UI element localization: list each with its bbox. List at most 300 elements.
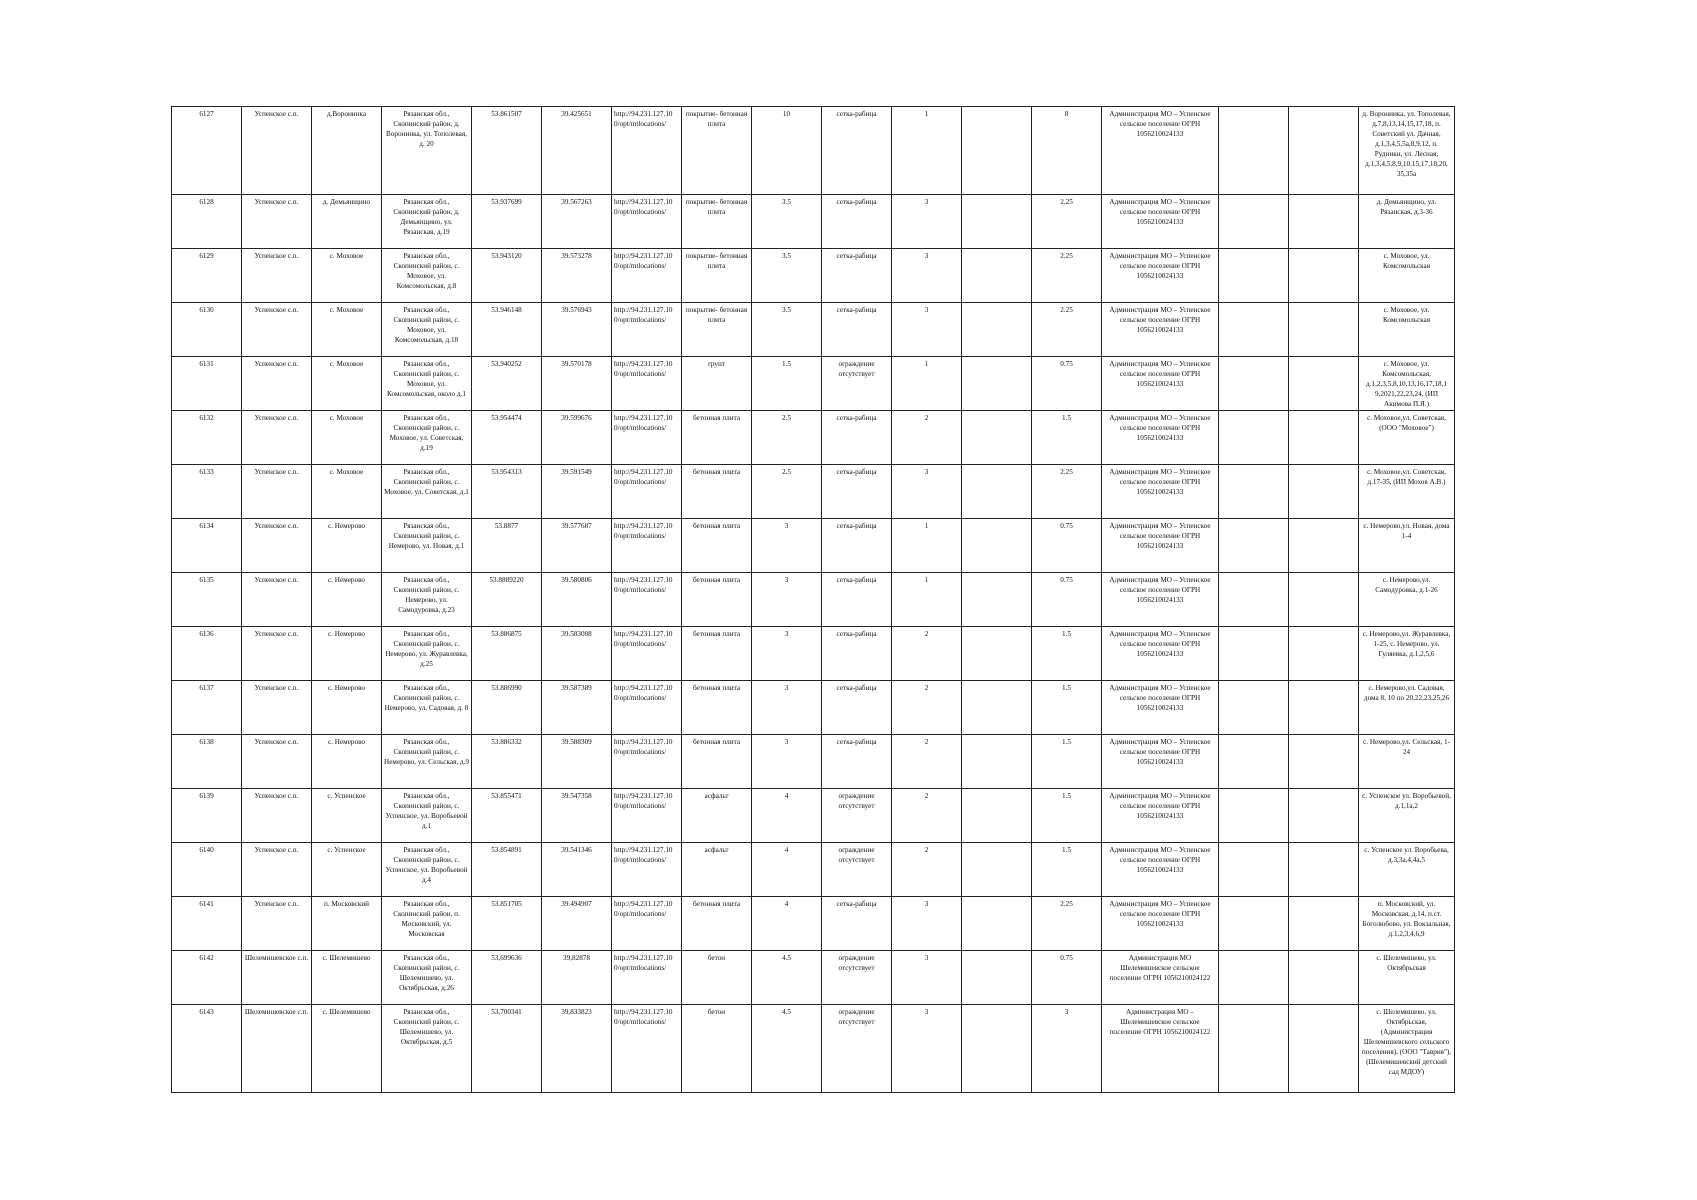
cell-owner: Администрация МО – Успенское сельское поселение ОГРН 1056210024133 — [1102, 735, 1219, 789]
cell-settlement: Успенское с.п. — [242, 249, 312, 303]
cell-sources: с. Успенское ул. Воробьевой, д.1,1а,2 — [1359, 789, 1455, 843]
cell-owner: Администрация МО – Успенское сельское поселение ОГРН 1056210024133 — [1102, 465, 1219, 519]
cell-sources: с. Немерово,ул. Самодуровка, д.1-26 — [1359, 573, 1455, 627]
cell-locality: с. Шелемишево — [312, 951, 382, 1005]
cell-surface: асфальт — [682, 789, 752, 843]
cell-settlement: Успенское с.п. — [242, 843, 312, 897]
cell-volume: 2.25 — [1032, 897, 1102, 951]
waste-sites-table-page — [171, 106, 1455, 1093]
cell-containers: 2 — [892, 843, 962, 897]
cell-owner: Администрация МО – Успенское сельское поселение ОГРН 1056210024133 — [1102, 681, 1219, 735]
cell-url: http://94.231.127.10 0/opt/mtlocations/ — [612, 951, 682, 1005]
cell-no: 6139 — [172, 789, 242, 843]
cell-c12 — [962, 627, 1032, 681]
cell-no: 6131 — [172, 357, 242, 411]
cell-c12 — [962, 411, 1032, 465]
cell-containers: 3 — [892, 195, 962, 249]
cell-address: Рязанская обл., Скопинский район, д. Воронинка, ул. Тополевая, д. 20 — [382, 107, 472, 195]
cell-surface: покрытие- бетонная плита — [682, 107, 752, 195]
table-row — [172, 107, 1455, 195]
cell-c15 — [1219, 465, 1289, 519]
cell-url: http://94.231.127.10 0/opt/mtlocations/ — [612, 249, 682, 303]
cell-area: 4 — [752, 843, 822, 897]
cell-c15 — [1219, 411, 1289, 465]
cell-url: http://94.231.127.10 0/opt/mtlocations/ — [612, 107, 682, 195]
cell-area: 4.5 — [752, 951, 822, 1005]
cell-c12 — [962, 789, 1032, 843]
cell-no: 6127 — [172, 107, 242, 195]
cell-address: Рязанская обл., Скопинский район, с. Немерово, ул. Сельская, д.9 — [382, 735, 472, 789]
cell-sources: с. Моховое, ул. Комсомольская — [1359, 249, 1455, 303]
cell-c15 — [1219, 303, 1289, 357]
cell-volume: 1.5 — [1032, 627, 1102, 681]
cell-url: http://94.231.127.10 0/opt/mtlocations/ — [612, 411, 682, 465]
cell-owner: Администрация МО – Успенское сельское поселение ОГРН 1056210024133 — [1102, 195, 1219, 249]
cell-lat: 53,699636 — [472, 951, 542, 1005]
cell-volume: 2.25 — [1032, 249, 1102, 303]
cell-locality: с. Успенское — [312, 789, 382, 843]
cell-c12 — [962, 357, 1032, 411]
table-row — [172, 357, 1455, 411]
cell-containers: 3 — [892, 303, 962, 357]
cell-surface: бетонная плита — [682, 411, 752, 465]
table-row — [172, 465, 1455, 519]
cell-no: 6132 — [172, 411, 242, 465]
cell-address: Рязанская обл., Скопинский район, с. Моховое, ул. Комсомольская, д.18 — [382, 303, 472, 357]
cell-c12 — [962, 195, 1032, 249]
cell-url: http://94.231.127.10 0/opt/mtlocations/ — [612, 195, 682, 249]
cell-sources: с. Немерово,ул. Журавлевка, 1-25, с. Немерово, ул. Гуляевка, д.1,2,5,6 — [1359, 627, 1455, 681]
cell-c12 — [962, 897, 1032, 951]
cell-c12 — [962, 519, 1032, 573]
cell-c16 — [1289, 897, 1359, 951]
cell-lon: 39.587389 — [542, 681, 612, 735]
cell-volume: 0.75 — [1032, 573, 1102, 627]
cell-url: http://94.231.127.10 0/opt/mtlocations/ — [612, 681, 682, 735]
cell-no: 6141 — [172, 897, 242, 951]
cell-containers: 1 — [892, 107, 962, 195]
cell-fence: сетка-рабица — [822, 735, 892, 789]
cell-c16 — [1289, 519, 1359, 573]
cell-fence: ограждение отсутствует — [822, 357, 892, 411]
cell-volume: 3 — [1032, 1005, 1102, 1093]
cell-locality: с. Моховое — [312, 465, 382, 519]
cell-no: 6138 — [172, 735, 242, 789]
cell-owner: Администрация МО – Успенское сельское поселение ОГРН 1056210024133 — [1102, 249, 1219, 303]
cell-address: Рязанская обл., Скопинский район, с. Немерово, ул. Новая, д.1 — [382, 519, 472, 573]
cell-settlement: Успенское с.п. — [242, 627, 312, 681]
cell-area: 4 — [752, 789, 822, 843]
cell-no: 6142 — [172, 951, 242, 1005]
cell-surface: грунт — [682, 357, 752, 411]
cell-owner: Администрация МО – Успенское сельское поселение ОГРН 1056210024133 — [1102, 627, 1219, 681]
cell-c12 — [962, 1005, 1032, 1093]
cell-address: Рязанская обл., Скопинский район, с. Моховое, ул. Комсомольская, около д.1 — [382, 357, 472, 411]
cell-volume: 2.25 — [1032, 303, 1102, 357]
cell-c12 — [962, 303, 1032, 357]
cell-surface: бетонная плита — [682, 681, 752, 735]
cell-address: Рязанская обл., Скопинский район, с. Моховое, ул. Советская, д.1 — [382, 465, 472, 519]
cell-lat: 53.954474 — [472, 411, 542, 465]
cell-containers: 3 — [892, 1005, 962, 1093]
table-row — [172, 789, 1455, 843]
cell-c15 — [1219, 951, 1289, 1005]
cell-address: Рязанская обл., Скопинский район, с. Немерово, ул. Самодуровка, д.23 — [382, 573, 472, 627]
cell-containers: 2 — [892, 681, 962, 735]
cell-containers: 1 — [892, 519, 962, 573]
cell-containers: 3 — [892, 897, 962, 951]
cell-url: http://94.231.127.10 0/opt/mtlocations/ — [612, 465, 682, 519]
cell-volume: 8 — [1032, 107, 1102, 195]
table-row — [172, 951, 1455, 1005]
cell-area: 3 — [752, 573, 822, 627]
table-row — [172, 843, 1455, 897]
cell-containers: 1 — [892, 573, 962, 627]
cell-c12 — [962, 735, 1032, 789]
cell-volume: 1.5 — [1032, 735, 1102, 789]
cell-no: 6143 — [172, 1005, 242, 1093]
cell-owner: Администрация МО – Успенское сельское поселение ОГРН 1056210024133 — [1102, 843, 1219, 897]
cell-fence: сетка-рабица — [822, 249, 892, 303]
cell-fence: сетка-рабица — [822, 411, 892, 465]
cell-area: 3 — [752, 519, 822, 573]
cell-lat: 53.851705 — [472, 897, 542, 951]
cell-containers: 3 — [892, 465, 962, 519]
cell-lon: 39,82878 — [542, 951, 612, 1005]
cell-c16 — [1289, 357, 1359, 411]
cell-no: 6128 — [172, 195, 242, 249]
cell-owner: Администрация МО – Успенское сельское поселение ОГРН 1056210024133 — [1102, 789, 1219, 843]
cell-volume: 0.75 — [1032, 357, 1102, 411]
cell-c15 — [1219, 357, 1289, 411]
cell-lon: 39,833823 — [542, 1005, 612, 1093]
cell-c15 — [1219, 573, 1289, 627]
cell-owner: Администрация МО – Успенское сельское поселение ОГРН 1056210024133 — [1102, 411, 1219, 465]
cell-area: 1.5 — [752, 357, 822, 411]
cell-fence: сетка-рабица — [822, 627, 892, 681]
cell-owner: Администрация МО – Шелемишевское сельское поселение ОГРН 1056210024122 — [1102, 1005, 1219, 1093]
table-row — [172, 519, 1455, 573]
cell-sources: д. Демьянщино, ул. Рязанская, д.3-36 — [1359, 195, 1455, 249]
cell-lon: 39.591549 — [542, 465, 612, 519]
cell-settlement: Успенское с.п. — [242, 897, 312, 951]
cell-c12 — [962, 107, 1032, 195]
cell-c16 — [1289, 249, 1359, 303]
cell-sources: с. Немерово,ул. Сельская, 1-24 — [1359, 735, 1455, 789]
cell-lat: 53.937699 — [472, 195, 542, 249]
cell-lon: 39.567263 — [542, 195, 612, 249]
cell-c15 — [1219, 519, 1289, 573]
cell-fence: сетка-рабица — [822, 519, 892, 573]
cell-c16 — [1289, 735, 1359, 789]
cell-area: 3 — [752, 627, 822, 681]
cell-settlement: Шелемишевское с.п. — [242, 951, 312, 1005]
cell-locality: д. Демьянщино — [312, 195, 382, 249]
cell-locality: с. Моховое — [312, 303, 382, 357]
cell-c15 — [1219, 107, 1289, 195]
cell-locality: с. Немерово — [312, 735, 382, 789]
cell-c15 — [1219, 843, 1289, 897]
cell-c16 — [1289, 303, 1359, 357]
table-row — [172, 897, 1455, 951]
cell-locality: с. Немерово — [312, 573, 382, 627]
cell-volume: 1.5 — [1032, 681, 1102, 735]
cell-fence: ограждение отсутствует — [822, 843, 892, 897]
cell-settlement: Успенское с.п. — [242, 107, 312, 195]
cell-c16 — [1289, 411, 1359, 465]
cell-address: Рязанская обл., Скопинский район, д. Демьянщино, ул. Рязанская, д.19 — [382, 195, 472, 249]
cell-settlement: Шелемишевское с.п. — [242, 1005, 312, 1093]
cell-url: http://94.231.127.10 0/opt/mtlocations/ — [612, 573, 682, 627]
cell-area: 2.5 — [752, 411, 822, 465]
cell-area: 3.5 — [752, 195, 822, 249]
cell-surface: бетонная плита — [682, 897, 752, 951]
cell-volume: 1.5 — [1032, 411, 1102, 465]
cell-sources: д. Воронинка, ул. Тополевая, д.7,8,13,14,15,17,18, п. Советский ул. Дачная, д.1,3,4,5,5а,8,9,12, п. Рудники, ул. Лесная, д.1,3,4,5,8,9,10,15,17,18,20, 35,35а — [1359, 107, 1455, 195]
cell-c16 — [1289, 465, 1359, 519]
table-row — [172, 303, 1455, 357]
cell-sources: с. Шелемишево, ул. Октябрьская, (Администрация Шелемишевского сельского поселения), (ООО "Таврия"), (Шелемишевский детский сад МДОУ) — [1359, 1005, 1455, 1093]
cell-no: 6135 — [172, 573, 242, 627]
cell-owner: Администрация МО – Успенское сельское поселение ОГРН 1056210024133 — [1102, 303, 1219, 357]
cell-surface: бетонная плита — [682, 735, 752, 789]
cell-surface: бетонная плита — [682, 519, 752, 573]
cell-sources: с. Шелемишево, ул. Октябрьская — [1359, 951, 1455, 1005]
cell-no: 6129 — [172, 249, 242, 303]
cell-surface: покрытие- бетонная плита — [682, 303, 752, 357]
cell-area: 3 — [752, 735, 822, 789]
cell-locality: с. Немерово — [312, 681, 382, 735]
cell-address: Рязанская обл., Скопинский район, с. Шелемишево, ул. Октябрьская, д.26 — [382, 951, 472, 1005]
cell-c15 — [1219, 249, 1289, 303]
cell-settlement: Успенское с.п. — [242, 411, 312, 465]
cell-lat: 53.855471 — [472, 789, 542, 843]
cell-containers: 2 — [892, 411, 962, 465]
cell-lon: 39.494907 — [542, 897, 612, 951]
cell-lat: 53.954313 — [472, 465, 542, 519]
cell-sources: с. Моховое, ул. Комсомольская, д.1,2,3,5,8,10,13,16,17,18,1 9,2021,22,23,24, (ИП Акимова П.Я.) — [1359, 357, 1455, 411]
cell-lat: 53.886875 — [472, 627, 542, 681]
cell-surface: бетон — [682, 951, 752, 1005]
cell-no: 6136 — [172, 627, 242, 681]
cell-c16 — [1289, 681, 1359, 735]
cell-address: Рязанская обл., Скопинский район, с. Немерово, ул. Садовая, д. 8 — [382, 681, 472, 735]
cell-fence: сетка-рабица — [822, 107, 892, 195]
cell-sources: с. Моховое, ул. Комсомольская — [1359, 303, 1455, 357]
cell-no: 6140 — [172, 843, 242, 897]
cell-containers: 2 — [892, 735, 962, 789]
cell-fence: сетка-рабица — [822, 573, 892, 627]
cell-lon: 39.577687 — [542, 519, 612, 573]
cell-fence: сетка-рабица — [822, 897, 892, 951]
cell-containers: 2 — [892, 627, 962, 681]
cell-containers: 2 — [892, 789, 962, 843]
cell-sources: с. Моховое,ул. Советская, (ООО "Моховое") — [1359, 411, 1455, 465]
cell-url: http://94.231.127.10 0/opt/mtlocations/ — [612, 357, 682, 411]
cell-surface: асфальт — [682, 843, 752, 897]
cell-address: Рязанская обл., Скопинский район, с. Моховое, ул. Комсомольская, д.8 — [382, 249, 472, 303]
cell-c16 — [1289, 627, 1359, 681]
cell-address: Рязанская обл., Скопинский район, с. Успенское, ул. Воробьевой д.1 — [382, 789, 472, 843]
cell-lat: 53.8889220 — [472, 573, 542, 627]
cell-no: 6133 — [172, 465, 242, 519]
cell-fence: сетка-рабица — [822, 303, 892, 357]
cell-volume: 0.75 — [1032, 519, 1102, 573]
cell-c12 — [962, 465, 1032, 519]
cell-c12 — [962, 573, 1032, 627]
cell-volume: 1.5 — [1032, 789, 1102, 843]
cell-c15 — [1219, 681, 1289, 735]
cell-containers: 1 — [892, 357, 962, 411]
cell-c12 — [962, 249, 1032, 303]
cell-sources: с. Немерово,ул. Садовая, дома 8, 10 по 20,22,23,25,26 — [1359, 681, 1455, 735]
cell-url: http://94.231.127.10 0/opt/mtlocations/ — [612, 897, 682, 951]
cell-no: 6130 — [172, 303, 242, 357]
cell-address: Рязанская обл., Скопинский район, с. Успенское, ул. Воробьевой д.4 — [382, 843, 472, 897]
cell-area: 4 — [752, 897, 822, 951]
cell-lat: 53.886332 — [472, 735, 542, 789]
cell-lon: 39.599676 — [542, 411, 612, 465]
cell-lon: 39.547358 — [542, 789, 612, 843]
cell-lon: 39.541346 — [542, 843, 612, 897]
table-row — [172, 249, 1455, 303]
cell-containers: 3 — [892, 951, 962, 1005]
cell-volume: 2.25 — [1032, 195, 1102, 249]
cell-lat: 53.940252 — [472, 357, 542, 411]
cell-url: http://94.231.127.10 0/opt/mtlocations/ — [612, 519, 682, 573]
cell-settlement: Успенское с.п. — [242, 789, 312, 843]
cell-no: 6137 — [172, 681, 242, 735]
cell-locality: с. Моховое — [312, 411, 382, 465]
cell-settlement: Успенское с.п. — [242, 519, 312, 573]
cell-volume: 1.5 — [1032, 843, 1102, 897]
cell-lon: 39.576943 — [542, 303, 612, 357]
table-row — [172, 411, 1455, 465]
cell-address: Рязанская обл., Скопинский район, п. Московский, ул. Московская — [382, 897, 472, 951]
cell-lat: 53.946148 — [472, 303, 542, 357]
cell-volume: 2.25 — [1032, 465, 1102, 519]
cell-fence: ограждение отсутствует — [822, 1005, 892, 1093]
cell-c15 — [1219, 789, 1289, 843]
cell-c16 — [1289, 951, 1359, 1005]
cell-locality: д.Воронинка — [312, 107, 382, 195]
cell-area: 3.5 — [752, 249, 822, 303]
cell-c16 — [1289, 107, 1359, 195]
cell-settlement: Успенское с.п. — [242, 573, 312, 627]
cell-lat: 53,700341 — [472, 1005, 542, 1093]
cell-c12 — [962, 843, 1032, 897]
cell-c15 — [1219, 897, 1289, 951]
cell-url: http://94.231.127.10 0/opt/mtlocations/ — [612, 843, 682, 897]
cell-fence: сетка-рабица — [822, 195, 892, 249]
table-row — [172, 627, 1455, 681]
cell-locality: с. Моховое — [312, 249, 382, 303]
cell-area: 4.5 — [752, 1005, 822, 1093]
table-row — [172, 735, 1455, 789]
table-row — [172, 573, 1455, 627]
cell-address: Рязанская обл., Скопинский район, с. Шелемишево, ул. Октябрьская, д.5 — [382, 1005, 472, 1093]
cell-settlement: Успенское с.п. — [242, 195, 312, 249]
cell-c16 — [1289, 843, 1359, 897]
cell-locality: с. Немерово — [312, 519, 382, 573]
cell-area: 10 — [752, 107, 822, 195]
cell-lat: 53.8877 — [472, 519, 542, 573]
cell-lon: 39.570178 — [542, 357, 612, 411]
cell-lat: 53.854891 — [472, 843, 542, 897]
cell-c12 — [962, 681, 1032, 735]
cell-area: 3 — [752, 681, 822, 735]
cell-c12 — [962, 951, 1032, 1005]
cell-volume: 0.75 — [1032, 951, 1102, 1005]
cell-fence: сетка-рабица — [822, 465, 892, 519]
cell-owner: Администрация МО – Успенское сельское поселение ОГРН 1056210024133 — [1102, 519, 1219, 573]
cell-lat: 53.943120 — [472, 249, 542, 303]
cell-surface: бетонная плита — [682, 627, 752, 681]
cell-settlement: Успенское с.п. — [242, 735, 312, 789]
cell-sources: с. Успенское ул. Воробьева, д.3,3а,4,4а,5 — [1359, 843, 1455, 897]
cell-url: http://94.231.127.10 0/opt/mtlocations/ — [612, 1005, 682, 1093]
cell-lon: 39.425651 — [542, 107, 612, 195]
cell-c15 — [1219, 1005, 1289, 1093]
cell-settlement: Успенское с.п. — [242, 303, 312, 357]
table-row — [172, 681, 1455, 735]
cell-owner: Администрация МО – Успенское сельское поселение ОГРН 1056210024133 — [1102, 573, 1219, 627]
cell-surface: покрытие- бетонная плита — [682, 249, 752, 303]
cell-lon: 39.580806 — [542, 573, 612, 627]
cell-locality: с. Моховое — [312, 357, 382, 411]
cell-c16 — [1289, 573, 1359, 627]
cell-surface: бетонная плита — [682, 465, 752, 519]
cell-settlement: Успенское с.п. — [242, 681, 312, 735]
cell-settlement: Успенское с.п. — [242, 465, 312, 519]
cell-c15 — [1219, 735, 1289, 789]
cell-locality: с. Немерово — [312, 627, 382, 681]
cell-containers: 3 — [892, 249, 962, 303]
cell-c15 — [1219, 195, 1289, 249]
cell-url: http://94.231.127.10 0/opt/mtlocations/ — [612, 789, 682, 843]
cell-fence: сетка-рабица — [822, 681, 892, 735]
table-row — [172, 1005, 1455, 1093]
cell-locality: п. Московский — [312, 897, 382, 951]
cell-no: 6134 — [172, 519, 242, 573]
cell-lat: 53.861507 — [472, 107, 542, 195]
cell-owner: Администрация МО – Успенское сельское поселение ОГРН 1056210024133 — [1102, 107, 1219, 195]
cell-lat: 53.886990 — [472, 681, 542, 735]
cell-settlement: Успенское с.п. — [242, 357, 312, 411]
cell-surface: покрытие- бетонная плита — [682, 195, 752, 249]
table-row — [172, 195, 1455, 249]
cell-locality: с. Успенское — [312, 843, 382, 897]
cell-url: http://94.231.127.10 0/opt/mtlocations/ — [612, 735, 682, 789]
cell-c15 — [1219, 627, 1289, 681]
cell-url: http://94.231.127.10 0/opt/mtlocations/ — [612, 303, 682, 357]
cell-owner: Администрация МО Шелемишевское сельское поселение ОГРН 1056210024122 — [1102, 951, 1219, 1005]
cell-lon: 39.573278 — [542, 249, 612, 303]
cell-area: 3.5 — [752, 303, 822, 357]
cell-surface: бетонная плита — [682, 573, 752, 627]
cell-owner: Администрация МО – Успенское сельское поселение ОГРН 1056210024133 — [1102, 357, 1219, 411]
cell-fence: ограждение отсутствует — [822, 789, 892, 843]
cell-sources: с. Моховое,ул. Советская, д.17-35, (ИП Мохов А.В.) — [1359, 465, 1455, 519]
cell-surface: бетон — [682, 1005, 752, 1093]
cell-area: 2.5 — [752, 465, 822, 519]
cell-lon: 39.588309 — [542, 735, 612, 789]
waste-sites-table — [171, 106, 1455, 1093]
cell-c16 — [1289, 1005, 1359, 1093]
cell-address: Рязанская обл., Скопинский район, с. Немерово, ул. Журавлевка, д.25 — [382, 627, 472, 681]
cell-address: Рязанская обл., Скопинский район, с. Моховое, ул. Советская, д.19 — [382, 411, 472, 465]
cell-c16 — [1289, 195, 1359, 249]
